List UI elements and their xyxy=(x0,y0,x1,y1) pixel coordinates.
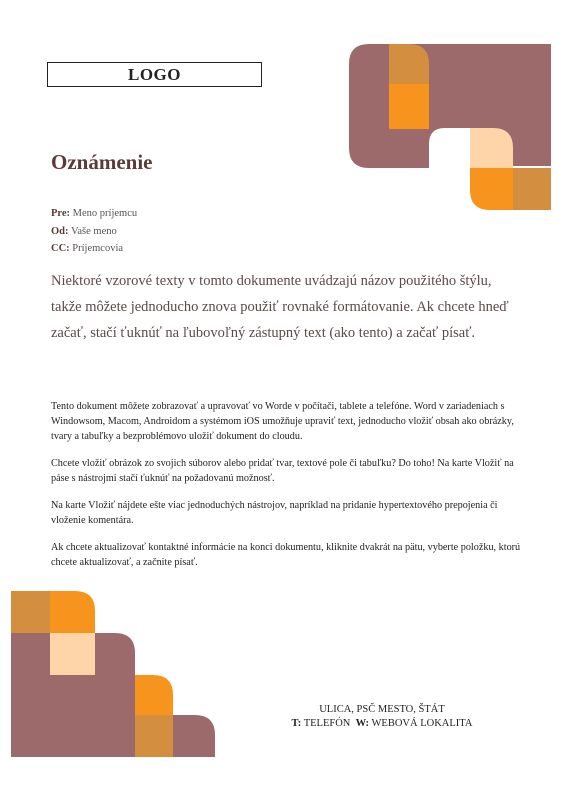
footer-web-label: W: xyxy=(355,718,370,729)
footer-phone-value: TELEFÓN xyxy=(303,718,351,729)
body-paragraph: Chcete vložiť obrázok zo svojich súborov alebo pridať tvar, textové pole či tabuľku? Do toho! Na karte Vložiť na páse s nástrojmi stačí ťuknúť na požadovanú možnosť. xyxy=(51,458,514,484)
logo-placeholder xyxy=(47,62,262,87)
deco-mauve-main xyxy=(11,633,215,757)
memo-to-label: Pre: xyxy=(51,208,71,219)
footer-phone-label: T: xyxy=(291,718,302,729)
memo-cc-row xyxy=(51,240,137,258)
deco-amber-bottom xyxy=(513,168,551,210)
memo-header xyxy=(51,205,137,258)
deco-amber-top xyxy=(389,44,429,84)
body-paragraph: Ak chcete aktualizovať kontaktné informácie na konci dokumentu, kliknite dvakrát na pätu, vyberte položku, ktorú chcete aktualizovať, a začnite písať. xyxy=(51,542,521,568)
memo-cc-value: Príjemcovia xyxy=(72,243,124,254)
deco-amber-bottom xyxy=(135,715,173,757)
footer-contact-line xyxy=(240,717,524,731)
top-right-decoration xyxy=(340,40,564,215)
deco-orange-top xyxy=(50,591,95,633)
deco-mauve-main xyxy=(349,44,551,168)
footer-web-value: WEBOVÁ LOKALITA xyxy=(371,718,473,729)
memo-to-row xyxy=(51,205,137,223)
deco-orange-middle xyxy=(135,675,173,715)
memo-cc-label: CC: xyxy=(51,243,70,254)
memo-to-value: Meno príjemcu xyxy=(72,208,138,219)
logo-text: LOGO xyxy=(127,64,181,84)
document-title: Oznámenie xyxy=(51,150,153,174)
deco-peach-square xyxy=(470,128,513,168)
memo-from-value: Vaše meno xyxy=(70,225,117,237)
body-text xyxy=(51,399,521,582)
deco-peach-square xyxy=(50,633,95,675)
intro-paragraph: Niektoré vzorové texty v tomto dokumente uvádzajú názov použitého štýlu, takže môžete jednoducho znova použiť rovnaké formátovanie. Ak chcete hneď začať, stačí ťuknúť na ľubovoľný zástupný text (ako tento) a začať písať. xyxy=(51,273,509,341)
bottom-left-decoration xyxy=(0,585,220,760)
deco-amber-top xyxy=(11,591,50,633)
memo-from-row xyxy=(51,223,137,241)
body-paragraph: Tento dokument môžete zobrazovať a upravovať vo Worde v počítači, tablete a telefóne. Word v zariadeniach s Windowsom, Macom, Androidom a systémom iOS umožňuje upraviť text, jednoducho vložiť obsah ako obrázky, tvary a tabuľky a bezproblémovo uložiť dokument do cloudu. xyxy=(51,401,514,442)
footer-address: ULICA, PSČ MESTO, ŠTÁT xyxy=(319,704,445,715)
deco-orange-bottom xyxy=(470,168,513,210)
footer-contact xyxy=(240,703,524,731)
body-paragraph: Na karte Vložiť nájdete ešte viac jednoduchých nástrojov, napríklad na pridanie hypertextového prepojenia či vloženie komentára. xyxy=(51,500,498,526)
deco-orange-square xyxy=(389,84,429,129)
memo-from-label: Od: xyxy=(51,225,69,237)
